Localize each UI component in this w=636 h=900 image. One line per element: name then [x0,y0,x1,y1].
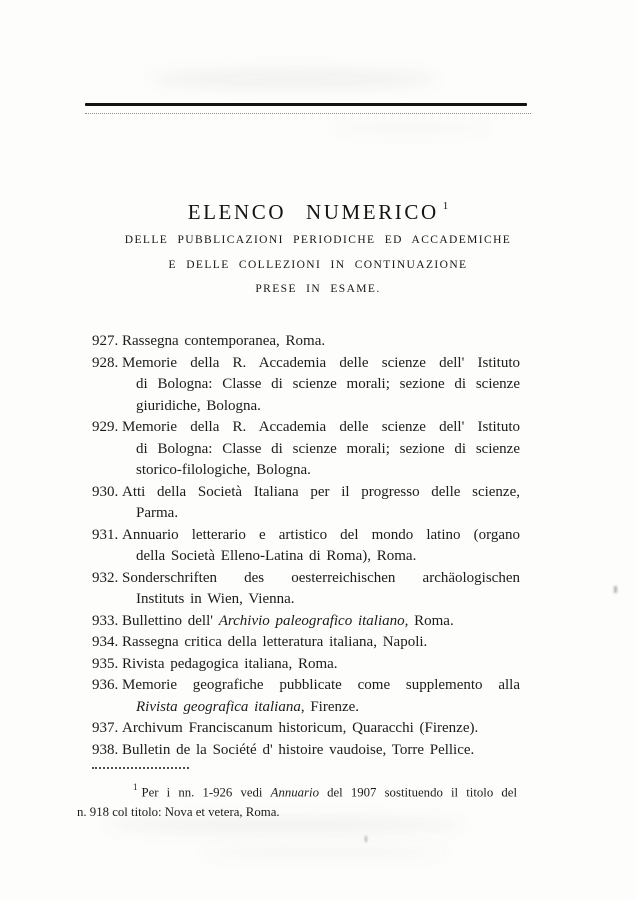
text-line [122,718,520,740]
text-line [122,654,520,676]
entry-text: Per i nn. 1-926 vedi [141,785,271,800]
text-line [136,503,520,525]
text-line [136,396,520,418]
scan-artifact [614,586,617,593]
entry-text: di Bologna: Classe di scienze morali; sezione di scienze [136,440,520,457]
text-line [136,460,520,482]
text-line [136,439,520,461]
entry-text: n. 918 col titolo: Nova et vetera, Roma. [77,805,280,820]
entry-text: giuridiche, Bologna. [136,397,261,414]
list-entry [92,525,520,568]
text-line [122,417,520,439]
text-line [136,374,520,396]
list-entry [92,675,520,718]
scan-artifact [150,68,440,90]
entry-text: Rivista pedagogica italiana, Roma. [122,655,338,672]
list-entry [92,331,520,353]
entry-text: Rassegna contemporanea, Roma. [122,333,326,349]
entry-text: Memorie della R. Accademia delle scienze dell' Istituto [122,354,520,371]
entry-text: Annuario letterario e artistico del mondo latino (organo [122,526,520,543]
text-line [77,778,517,802]
entry-number: 938. [92,741,119,758]
entry-text: Rassegna critica della letteratura italiana, Napoli. [122,634,428,650]
entry-number: 935. [92,655,119,672]
entry-text: Instituts in Wien, Vienna. [136,591,295,607]
italic-title-text: Annuario [270,785,319,800]
text-line [122,740,520,762]
entry-number: 931. [92,526,119,543]
header-rule-thick [85,103,527,106]
text-line [122,611,520,633]
text-line [136,589,520,611]
list-entry [92,482,520,525]
entry-number: 934. [92,634,119,650]
footnote-ref-number: 1 [133,782,138,792]
entry-text: della Società Elleno-Latina di Roma), Roma. [136,548,417,564]
entry-number: 927. [92,333,119,349]
list-entry [92,417,520,482]
entry-text: storico-filologiche, Bologna. [136,462,311,478]
entry-text: del 1907 sostituendo il titolo del [318,785,518,800]
entry-text: Archivum Franciscanum historicum, Quaracchi (Firenze). [122,720,479,736]
entry-text: di Bologna: Classe di scienze morali; sezione di scienze [136,376,520,392]
publication-list [92,331,520,761]
list-entry [92,632,520,654]
list-entry [92,740,520,762]
italic-title-text: Archivio paleografico italiano [218,612,405,629]
entry-text: Sonderschriften des oesterreichischen archäologischen [122,569,520,586]
entry-number: 937. [92,720,119,736]
italic-title-text: Rivista geografica italiana [136,698,301,715]
entry-number: 930. [92,483,119,500]
text-line [122,331,520,353]
list-entry [92,718,520,740]
entry-number: 932. [92,569,119,586]
list-entry [92,568,520,611]
page-title [0,200,636,225]
entry-text: Memorie della R. Accademia delle scienze dell' Istituto [122,419,520,435]
text-line [136,546,520,568]
entry-text: , Firenze. [300,698,360,715]
subtitle-line: DELLE PUBBLICAZIONI PERIODICHE ED ACCADEMICHE [124,234,512,246]
text-line [122,525,520,547]
page-subtitle [0,228,636,302]
entry-number: 936. [92,677,119,693]
text-line [122,632,520,654]
footnote [77,778,517,822]
entry-text: Bullettino dell' [122,612,219,629]
text-line [136,697,520,719]
entry-number: 929. [92,419,119,435]
text-line [122,482,520,504]
text-line [122,568,520,590]
footnote-separator [92,767,189,769]
scan-artifact [365,836,367,842]
subtitle-line: PRESE IN ESAME. [255,283,381,296]
entry-text: , Roma. [404,612,454,629]
list-entry [92,654,520,676]
scan-artifact [200,845,450,859]
entry-number: 928. [92,354,119,371]
list-entry [92,611,520,633]
header-rule-dotted [85,113,531,114]
entry-text: Parma. [136,505,179,521]
text-line [77,802,517,822]
entry-text: Bulletin de la Société d' histoire vaudoise, Torre Pellice. [122,741,475,758]
title-footnote-ref: 1 [442,200,449,212]
entry-number: 933. [92,612,119,629]
text-line [122,353,520,375]
entry-text: Atti della Società Italiana per il progresso delle scienze, [122,483,520,500]
subtitle-line: E DELLE COLLEZIONI IN CONTINUAZIONE [168,258,468,271]
text-line [122,675,520,697]
page-title-text: ELENCO NUMERICO [187,200,439,224]
scan-artifact [330,122,490,134]
entry-text: Memorie geografiche pubblicate come supplemento alla [122,677,520,693]
list-entry [92,353,520,418]
